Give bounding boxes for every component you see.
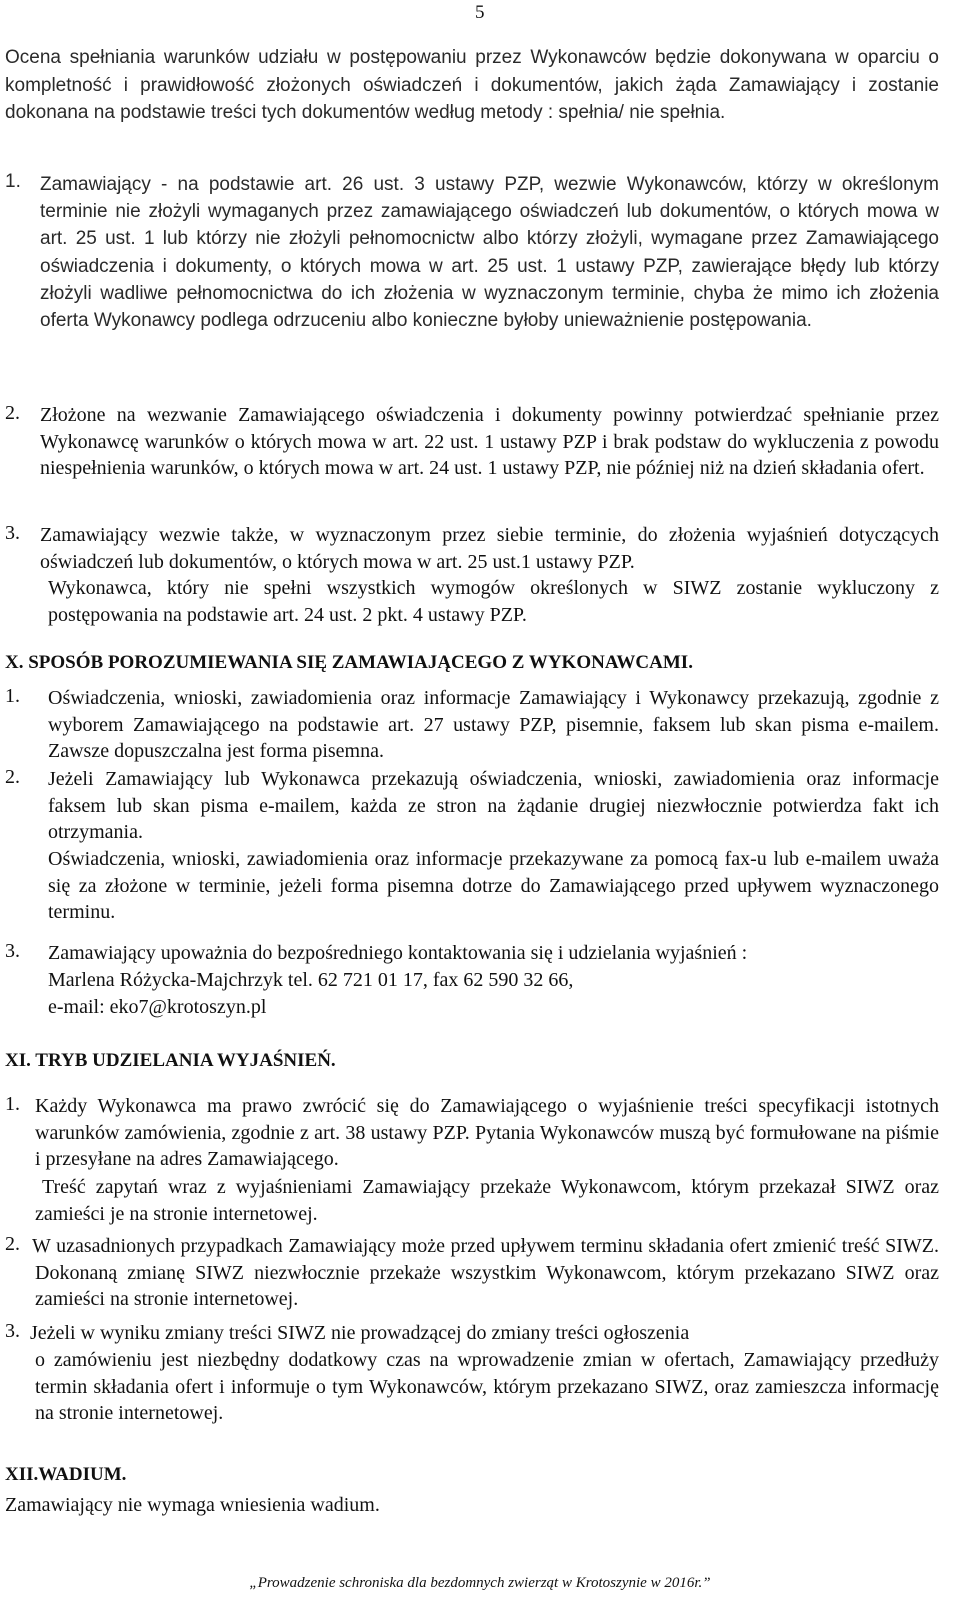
xi-item-text-2: W uzasadnionych przypadkach Zamawiający może przed upływem terminu składania ofert zmienić treść SIWZ. Dokonaną zmianę SIWZ niezwłocznie przekaże wszystkim Wykonawcom, którym przekazano SIWZ oraz zamieści na stronie internetowej. [32,1235,939,1310]
section-x-heading: X. SPOSÓB POROZUMIEWANIA SIĘ ZAMAWIAJĄCEGO Z WYKONAWCAMI. [5,652,693,673]
x-item-number-2: 2. [5,766,20,788]
xi-item-text-3-first-line: Jeżeli w wyniku zmiany treści SIWZ nie prowadzącej do zmiany treści ogłoszenia [30,1322,690,1344]
x-item-number-3: 3. [5,940,20,962]
x-item-text-2: Jeżeli Zamawiający lub Wykonawca przekazują oświadczenia, wnioski, zawiadomienia oraz informacje faksem lub skan pisma e-mailem, każda ze stron na żądanie drugiej niezwłocznie potwierdza fakt ich otrzymania. [48,768,939,843]
section-xii-text: Zamawiający nie wymaga wniesienia wadium. [5,1494,380,1516]
xi-item-number-1: 1. [5,1093,20,1115]
contact-email-line: e-mail: eko7@krotoszyn.pl [48,996,267,1018]
xi-item-text-3: o zamówieniu jest niezbędny dodatkowy czas na wprowadzenie zmian w ofertach, Zamawiający przedłuży termin składania ofert i informuje o tym Wykonawców, którym przekazano SIWZ, oraz zamieszcza informację na stronie internetowej. [35,1349,939,1424]
xi-item-number-2: 2. [5,1233,20,1255]
x-item-text-3: Zamawiający upoważnia do bezpośredniego kontaktowania się i udzielania wyjaśnień : [48,942,748,964]
page-footer: „Prowadzenie schroniska dla bezdomnych zwierząt w Krotoszynie w 2016r.” [249,1575,711,1591]
contact-person-line: Marlena Różycka-Majchrzyk tel. 62 721 01 17, fax 62 590 32 66, [48,969,574,991]
x-item-text-2-continued: Oświadczenia, wnioski, zawiadomienia oraz informacje przekazywane za pomocą fax-u lub e-mailem uważa się za złożone w terminie, jeżeli forma pisemna dotrze do Zamawiającego przed upływem wyznaczonego terminu. [48,848,939,923]
section-xi-heading: XI. TRYB UDZIELANIA WYJAŚNIEŃ. [5,1050,336,1071]
section-xii-heading: XII.WADIUM. [5,1464,127,1485]
condition-number-1: 1. [5,171,21,192]
condition-text-1: Zamawiający - na podstawie art. 26 ust. 3 ustawy PZP, wezwie Wykonawców, którzy w określonym terminie nie złożyli wymaganych przez zamawiającego oświadczeń lub dokumentów, o których mowa w art. 25 ust. 1 lub którzy nie złożyli pełnomocnictw albo którzy złożyli, wymagane przez Zamawiającego oświadczenia i dokumenty, o których mowa w art. 25 ust. 1 ustawy PZP, zawierające błędy lub którzy złożyli wadliwe pełnomocnictwa do ich złożenia w wyznaczonym terminie, chyba że mimo ich złożenia oferta Wykonawcy podlega odrzuceniu albo konieczne byłoby unieważnienie postępowania. [40,174,939,332]
x-item-number-1: 1. [5,685,20,707]
xi-item-text-1-continued: Treść zapytań wraz z wyjaśnieniami Zamawiający przekaże Wykonawcom, którym przekazał SIWZ oraz zamieści je na stronie internetowej. [35,1176,939,1225]
xi-item-text-1: Każdy Wykonawca ma prawo zwrócić się do Zamawiającego o wyjaśnienie treści specyfikacji istotnych warunków zamówienia, zgodnie z art. 38 ustawy PZP. Pytania Wykonawców muszą być formułowane na piśmie i przesyłane na adres Zamawiającego. [35,1095,939,1170]
condition-number-2: 2. [5,402,20,424]
x-item-text-1: Oświadczenia, wnioski, zawiadomienia oraz informacje Zamawiający i Wykonawcy przekazują, zgodnie z wyborem Zamawiającego na podstawie art. 27 ustawy PZP, pisemnie, faksem lub skan pisma e-mailem. Zawsze dopuszczalna jest forma pisemna. [48,687,939,762]
xi-item-number-3: 3. [5,1320,20,1342]
condition-number-3: 3. [5,522,20,544]
intro-paragraph: Ocena spełniania warunków udziału w postępowaniu przez Wykonawców będzie dokonywana w oparciu o kompletność i prawidłowość złożonych oświadczeń i dokumentów, jakich żąda Zamawiający i zostanie dokonana na podstawie treści tych dokumentów według metody : spełnia/ nie spełnia. [5,47,939,123]
condition-text-3: Zamawiający wezwie także, w wyznaczonym przez siebie terminie, do złożenia wyjaśnień dotyczących oświadczeń lub dokumentów, o których mowa w art. 25 ust.1 ustawy PZP. [40,524,939,573]
exclusion-paragraph: Wykonawca, który nie spełni wszystkich wymogów określonych w SIWZ zostanie wykluczony z postępowania na podstawie art. 24 ust. 2 pkt. 4 ustawy PZP. [48,577,939,626]
condition-text-2: Złożone na wezwanie Zamawiającego oświadczenia i dokumenty powinny potwierdzać spełnianie przez Wykonawcę warunków o których mowa w art. 22 ust. 1 ustawy PZP i brak podstaw do wykluczenia z powodu niespełnienia warunków, o których mowa w art. 24 ust. 1 ustawy PZP, nie później niż na dzień składania ofert. [40,404,939,479]
page-number: 5 [475,2,485,23]
